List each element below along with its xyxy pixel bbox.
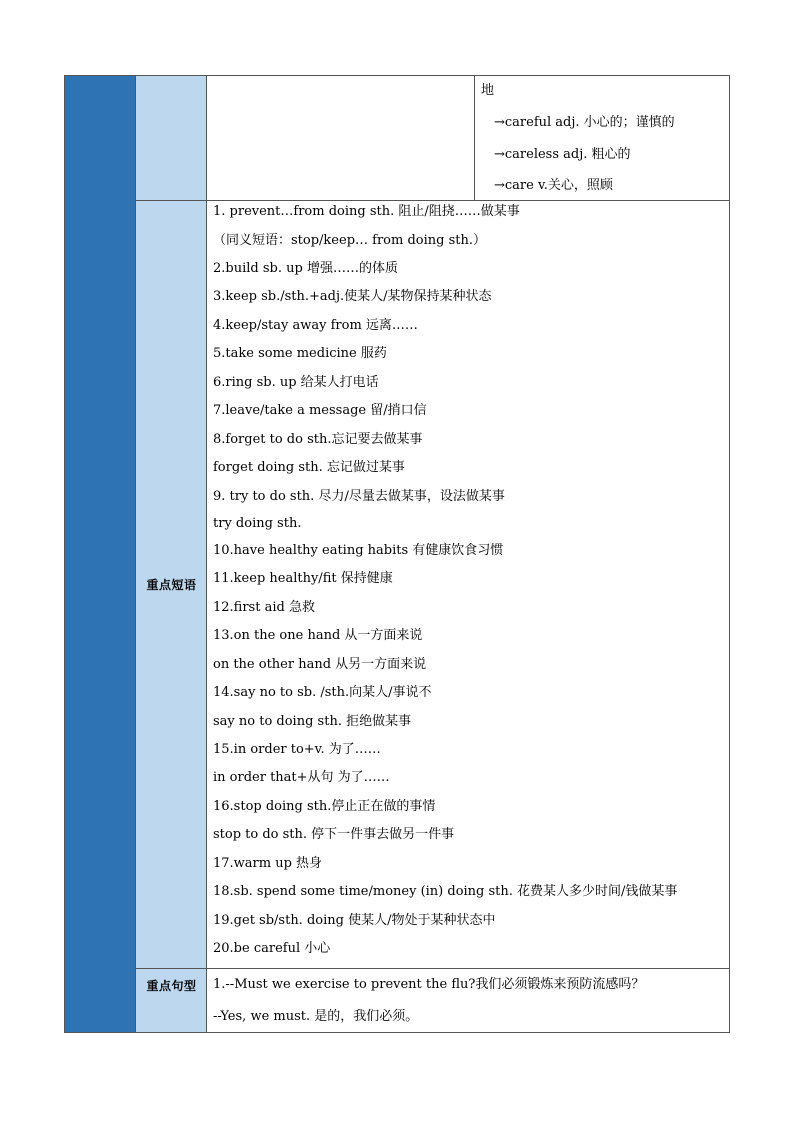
vocab-line: →careful adj. 小心的；谨慎的: [494, 115, 675, 130]
phrase-item: 6.ring sb. up 给某人打电话: [213, 375, 379, 390]
phrase-item: 1. prevent…from doing sth. 阻止/阻挠……做某事: [213, 204, 520, 219]
phrase-item: 19.get sb/sth. doing 使某人/物处于某种状态中: [213, 913, 496, 928]
phrase-item: 3.keep sb./sth.+adj.使某人/某物保持某种状态: [213, 289, 492, 304]
phrase-item: 9. try to do sth. 尽力/尽量去做某事，设法做某事: [213, 489, 505, 504]
phrase-item: 2.build sb. up 增强……的体质: [213, 261, 398, 276]
phrase-item: 14.say no to sb. /sth.向某人/事说不: [213, 685, 432, 700]
phrase-item: 16.stop doing sth.停止正在做的事情: [213, 799, 436, 814]
sentences-list: [207, 968, 730, 1033]
vocab-line: 地: [481, 83, 495, 98]
phrase-item: 5.take some medicine 服药: [213, 346, 387, 361]
top-row-col-divider: [474, 75, 475, 200]
phrase-item: 17.warm up 热身: [213, 856, 323, 871]
phrase-item: 13.on the one hand 从一方面来说: [213, 628, 423, 643]
top-row-empty-cell: [207, 75, 474, 200]
top-row-vocab-cell: [478, 75, 730, 200]
phrases-label: 重点短语: [146, 577, 197, 592]
phrase-item: on the other hand 从另一方面来说: [213, 657, 427, 672]
phrase-item: say no to doing sth. 拒绝做某事: [213, 714, 412, 729]
phrase-item: 11.keep healthy/fit 保持健康: [213, 571, 393, 586]
sentences-label: 重点句型: [146, 979, 197, 993]
phrase-item: in order that+从句 为了……: [213, 770, 390, 785]
phrase-item: 7.leave/take a message 留/捎口信: [213, 403, 427, 418]
phrase-item: 18.sb. spend some time/money (in) doing sth. 花费某人多少时间/钱做某事: [213, 884, 678, 899]
phrase-item: try doing sth.: [213, 516, 302, 531]
phrase-item: （同义短语：stop/keep… from doing sth.）: [213, 233, 486, 248]
phrase-item: forget doing sth. 忘记做过某事: [213, 460, 405, 475]
vocab-line: →careless adj. 粗心的: [494, 147, 631, 162]
phrase-item: 20.be careful 小心: [213, 941, 331, 956]
phrase-item: 10.have healthy eating habits 有健康饮食习惯: [213, 543, 504, 558]
phrase-item: stop to do sth. 停下一件事去做另一件事: [213, 827, 455, 842]
phrases-list: [207, 200, 730, 968]
phrase-item: 12.first aid 急救: [213, 600, 315, 615]
sentence-item: --Yes, we must. 是的，我们必须。: [213, 1009, 419, 1024]
phrase-item: 4.keep/stay away from 远离……: [213, 318, 418, 333]
phrase-item: 8.forget to do sth.忘记要去做某事: [213, 432, 423, 447]
sentence-item: 1.--Must we exercise to prevent the flu?我们必须锻炼来预防流感吗？: [213, 977, 645, 992]
phrase-item: 15.in order to+v. 为了……: [213, 742, 381, 757]
vocab-line: →care v.关心，照顾: [494, 178, 613, 193]
